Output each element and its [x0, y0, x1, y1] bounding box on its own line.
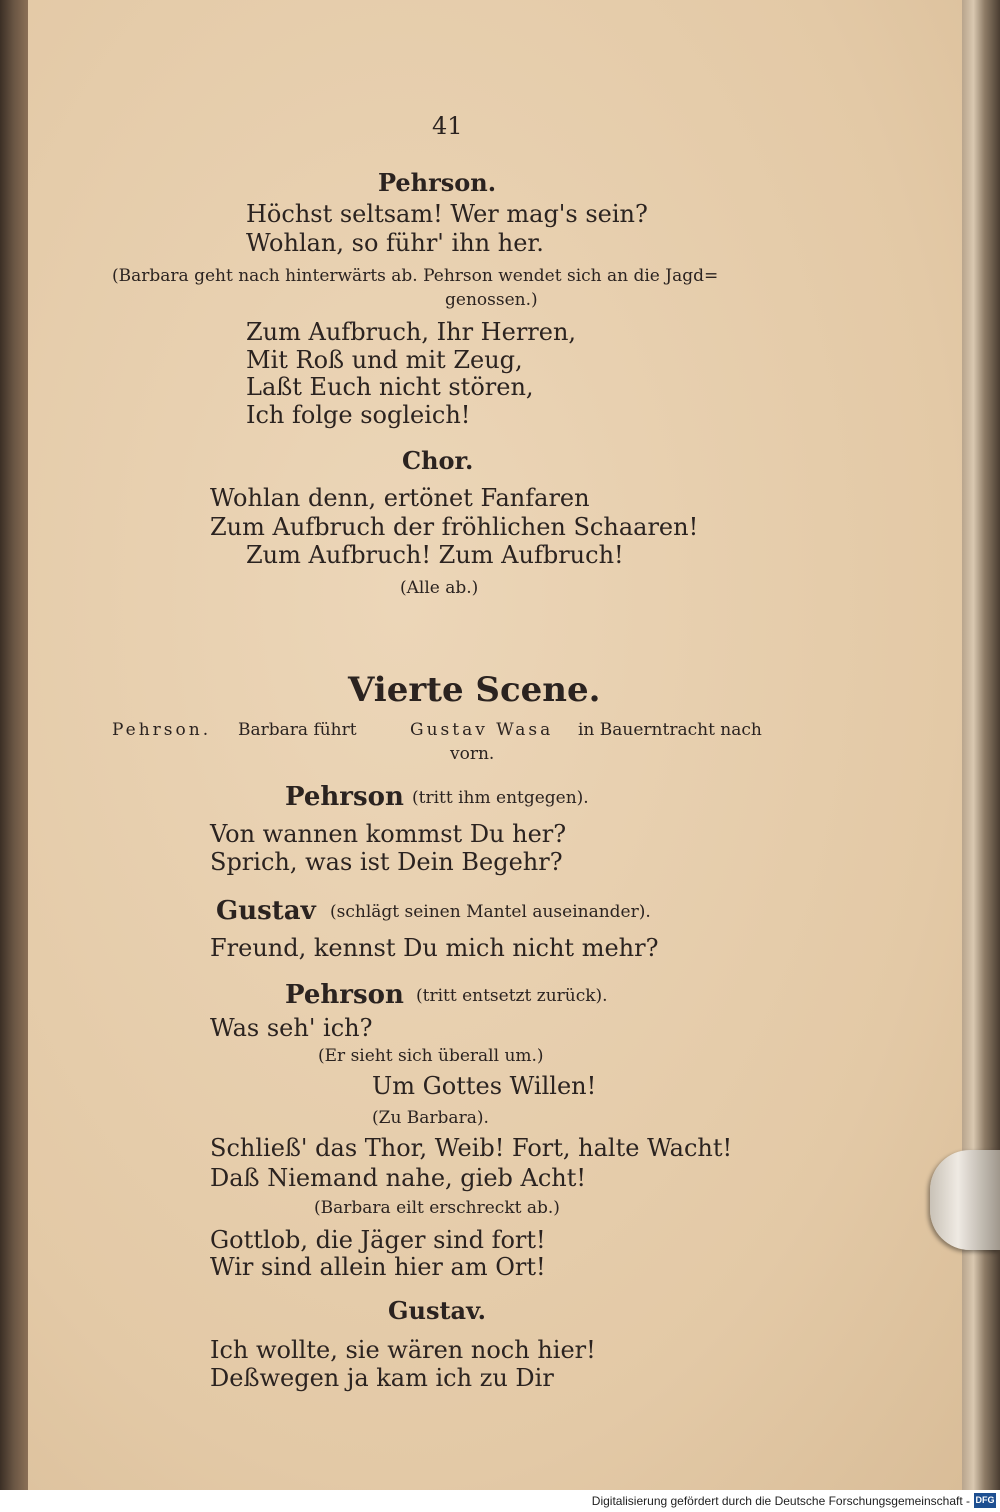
verse-line: Um Gottes Willen!: [372, 1072, 597, 1100]
verse-line: Freund, kennst Du mich nicht mehr?: [210, 934, 659, 962]
verse-line: Zum Aufbruch der fröhlichen Schaaren!: [210, 513, 699, 541]
speaker-gustav-2: Gustav.: [388, 1296, 486, 1325]
verse-line: Was seh' ich?: [210, 1014, 373, 1042]
verse-line: Ich wollte, sie wären noch hier!: [210, 1336, 596, 1364]
stage-direction: (Zu Barbara).: [372, 1108, 489, 1128]
verse-line: Ich folge sogleich!: [246, 401, 471, 429]
verse-line: Deßwegen ja kam ich zu Dir: [210, 1364, 554, 1392]
stage-direction: (Barbara geht nach hinterwärts ab. Pehrson wendet sich an die Jagd=: [112, 266, 719, 286]
verse-line: Laßt Euch nicht stören,: [246, 373, 534, 401]
verse-line: Von wannen kommst Du her?: [210, 820, 567, 848]
speaker-direction: (tritt entsetzt zurück).: [416, 986, 608, 1006]
footer-credit: Digitalisierung gefördert durch die Deutsche Forschungsgemeinschaft -: [591, 1494, 970, 1508]
stage-direction: (Barbara eilt erschreckt ab.): [314, 1198, 560, 1218]
speaker-pehrson-2: Pehrson: [285, 782, 404, 812]
stage-direction: genossen.): [445, 290, 538, 310]
verse-line: Gottlob, die Jäger sind fort!: [210, 1226, 546, 1254]
speaker-direction: (schlägt seinen Mantel auseinander).: [330, 902, 651, 922]
verse-line: Schließ' das Thor, Weib! Fort, halte Wacht!: [210, 1134, 733, 1162]
verse-line: Zum Aufbruch, Ihr Herren,: [246, 318, 577, 346]
book-binding-left: [0, 0, 28, 1512]
verse-line: Daß Niemand nahe, gieb Acht!: [210, 1164, 587, 1192]
verse-line: Wir sind allein hier am Ort!: [210, 1253, 546, 1281]
scene-description: Barbara führt: [238, 720, 357, 740]
verse-line: Wohlan, so führ' ihn her.: [246, 229, 544, 257]
scene-description-pehrson: Pehrson.: [112, 720, 212, 740]
verse-line: Höchst seltsam! Wer mag's sein?: [246, 200, 648, 228]
speaker-gustav-1: Gustav: [216, 896, 316, 926]
stage-direction: (Er sieht sich überall um.): [318, 1046, 544, 1066]
scene-description-gustav: Gustav Wasa: [410, 720, 554, 740]
stage-direction: (Alle ab.): [400, 578, 479, 598]
verse-line: Zum Aufbruch! Zum Aufbruch!: [246, 541, 624, 569]
speaker-direction: (tritt ihm entgegen).: [412, 788, 589, 808]
page-number: 41: [432, 112, 463, 140]
speaker-chor: Chor.: [402, 446, 474, 475]
speaker-pehrson-1: Pehrson.: [378, 168, 497, 197]
book-edge-right: [962, 0, 1000, 1490]
dfg-logo[interactable]: DFG: [974, 1493, 996, 1508]
speaker-pehrson-3: Pehrson: [285, 980, 404, 1010]
verse-line: Sprich, was ist Dein Begehr?: [210, 848, 563, 876]
page-clip: [930, 1150, 1000, 1250]
verse-line: Mit Roß und mit Zeug,: [246, 346, 523, 374]
scene-description: in Bauerntracht nach: [578, 720, 762, 740]
scene-description: vorn.: [450, 744, 495, 764]
verse-line: Wohlan denn, ertönet Fanfaren: [210, 484, 590, 512]
scene-title: Vierte Scene.: [348, 670, 601, 710]
